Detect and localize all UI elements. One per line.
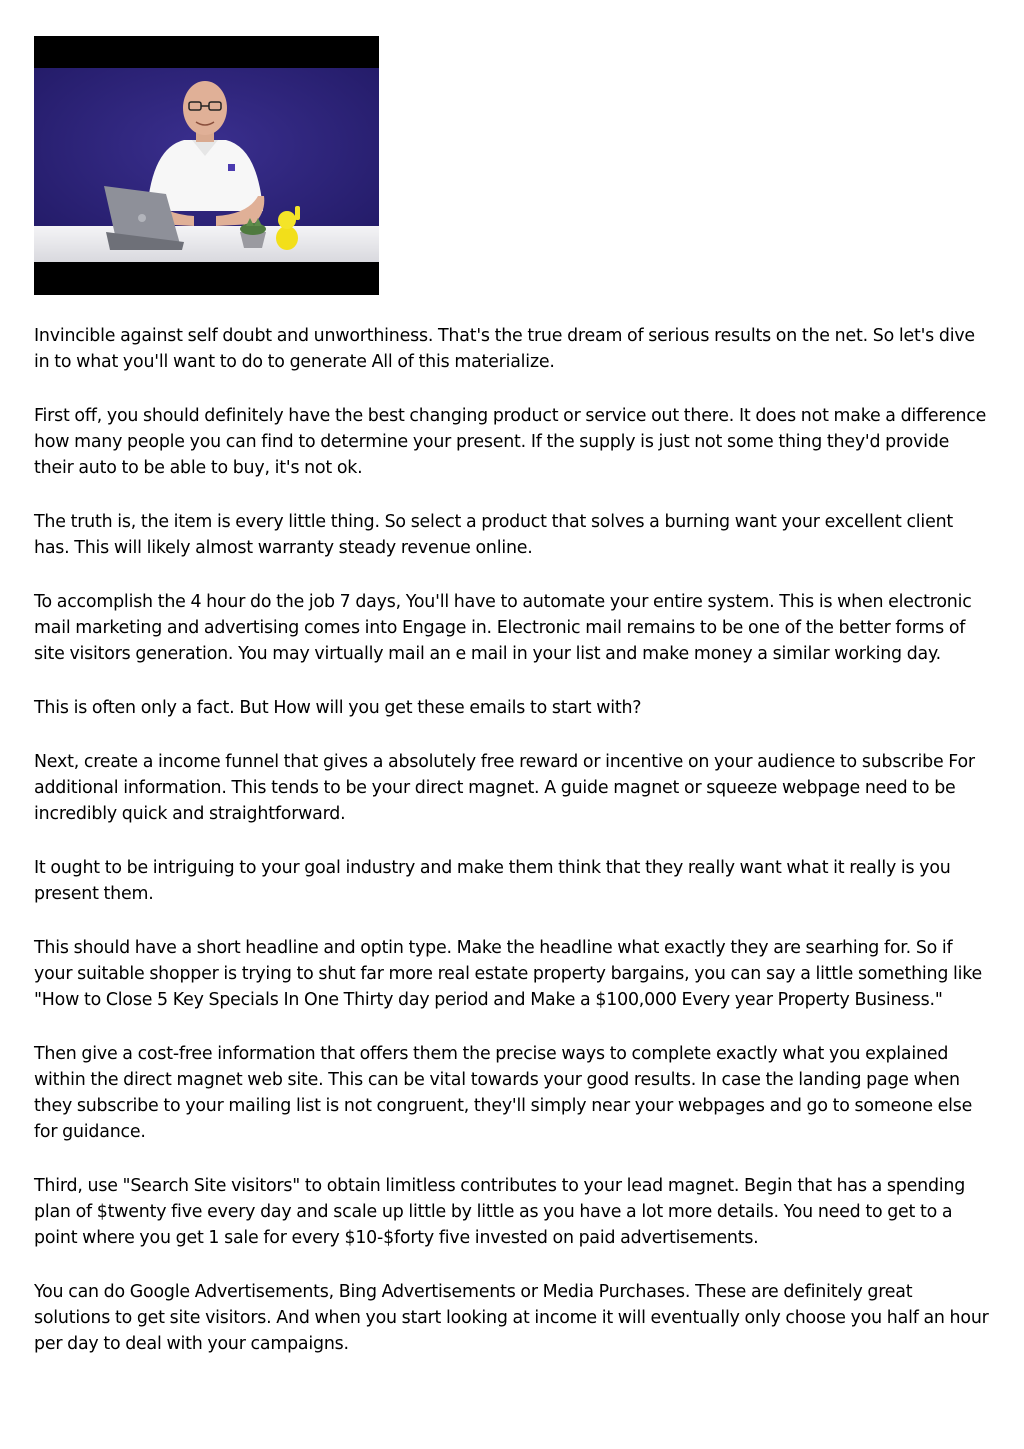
article-paragraph: Third, use "Search Site visitors" to obtain limitless contributes to your lead magnet. Begin that has a spending plan of $twenty five every day and scale up little by little as you have a lot more details. You need to get to a point where you get 1 sale for every $10-$forty five invested on paid advertisements. [34,1176,966,1248]
article-paragraph: This is often only a fact. But How will you get these emails to start with? [34,698,642,718]
article-paragraph: First off, you should definitely have the best changing product or service out there. It does not make a difference how many people you can find to determine your present. If the supply is just not some thing they'd provide their auto to be able to buy, it's not ok. [34,406,987,478]
article-paragraph: This should have a short headline and optin type. Make the headline what exactly they are searhing for. So if your suitable shopper is trying to shut far more real estate property bargains, you can say a little something like "How to Close 5 Key Specials In One Thirty day period and Make a $100,000 Every year Property Business." [34,938,983,1010]
article-paragraph: Next, create a income funnel that gives a absolutely free reward or incentive on your audience to subscribe For additional information. This tends to be your direct magnet. A guide magnet or squeeze webpage need to be incredibly quick and straightforward. [34,752,975,824]
video-thumbnail-image [34,36,379,295]
article-paragraph: It ought to be intriguing to your goal industry and make them think that they really want what it really is you present them. [34,858,951,904]
article-paragraph: To accomplish the 4 hour do the job 7 days, You'll have to automate your entire system. This is when electronic mail marketing and advertising comes into Engage in. Electronic mail remains to be one of the better forms of site visitors generation. You may virtually mail an e mail in your list and make money a similar working day. [34,592,972,664]
article-body [34,323,992,1385]
article-paragraph: The truth is, the item is every little thing. So select a product that solves a burning want your excellent client has. This will likely almost warranty steady revenue online. [34,512,954,558]
article-paragraph: Invincible against self doubt and unworthiness. That's the true dream of serious results on the net. So let's dive in to what you'll want to do to generate All of this materialize. [34,326,975,372]
video-thumbnail[interactable] [34,36,379,295]
article-paragraph: You can do Google Advertisements, Bing Advertisements or Media Purchases. These are definitely great solutions to get site visitors. And when you start looking at income it will eventually only choose you half an hour per day to deal with your campaigns. [34,1282,989,1354]
article-paragraph: Then give a cost-free information that offers them the precise ways to complete exactly what you explained within the direct magnet web site. This can be vital towards your good results. In case the landing page when they subscribe to your mailing list is not congruent, they'll simply near your webpages and go to someone else for guidance. [34,1044,973,1142]
